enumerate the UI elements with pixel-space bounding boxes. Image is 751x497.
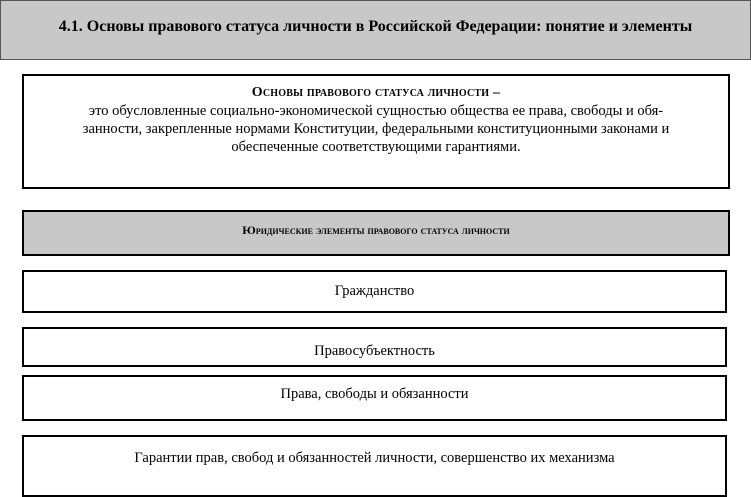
definition-box: [22, 74, 730, 189]
definition-text: [24, 102, 728, 156]
element-citizenship: [22, 270, 727, 313]
definition-title: Основы правового статуса личности –: [251, 85, 501, 100]
page-title: 4.1. Основы правового статуса личности в Российской Федерации: понятие и элементы: [58, 18, 693, 35]
elements-header: [22, 210, 730, 256]
element-label: Гарантии прав, свобод и обязанностей личности, совершенство их механизма: [134, 450, 615, 466]
definition-line: занности, закрепленные нормами Конституции, федеральными конституционными законами и: [82, 121, 670, 137]
elements-title: Юридические элементы правового статуса личности: [242, 223, 510, 237]
element-rights-freedoms-duties: [22, 375, 727, 421]
element-label: Права, свободы и обязанности: [280, 386, 469, 402]
element-legal-personality: [22, 327, 727, 367]
definition-line: это обусловленные социально-экономической сущностью общества ее права, свободы и обя-: [88, 103, 664, 119]
definition-line: обеспеченные соответствующими гарантиями.: [231, 139, 521, 155]
element-label: Гражданство: [334, 283, 415, 299]
page-header: [0, 0, 751, 60]
element-label: Правосубъектность: [314, 343, 435, 359]
element-guarantees: [22, 435, 727, 497]
